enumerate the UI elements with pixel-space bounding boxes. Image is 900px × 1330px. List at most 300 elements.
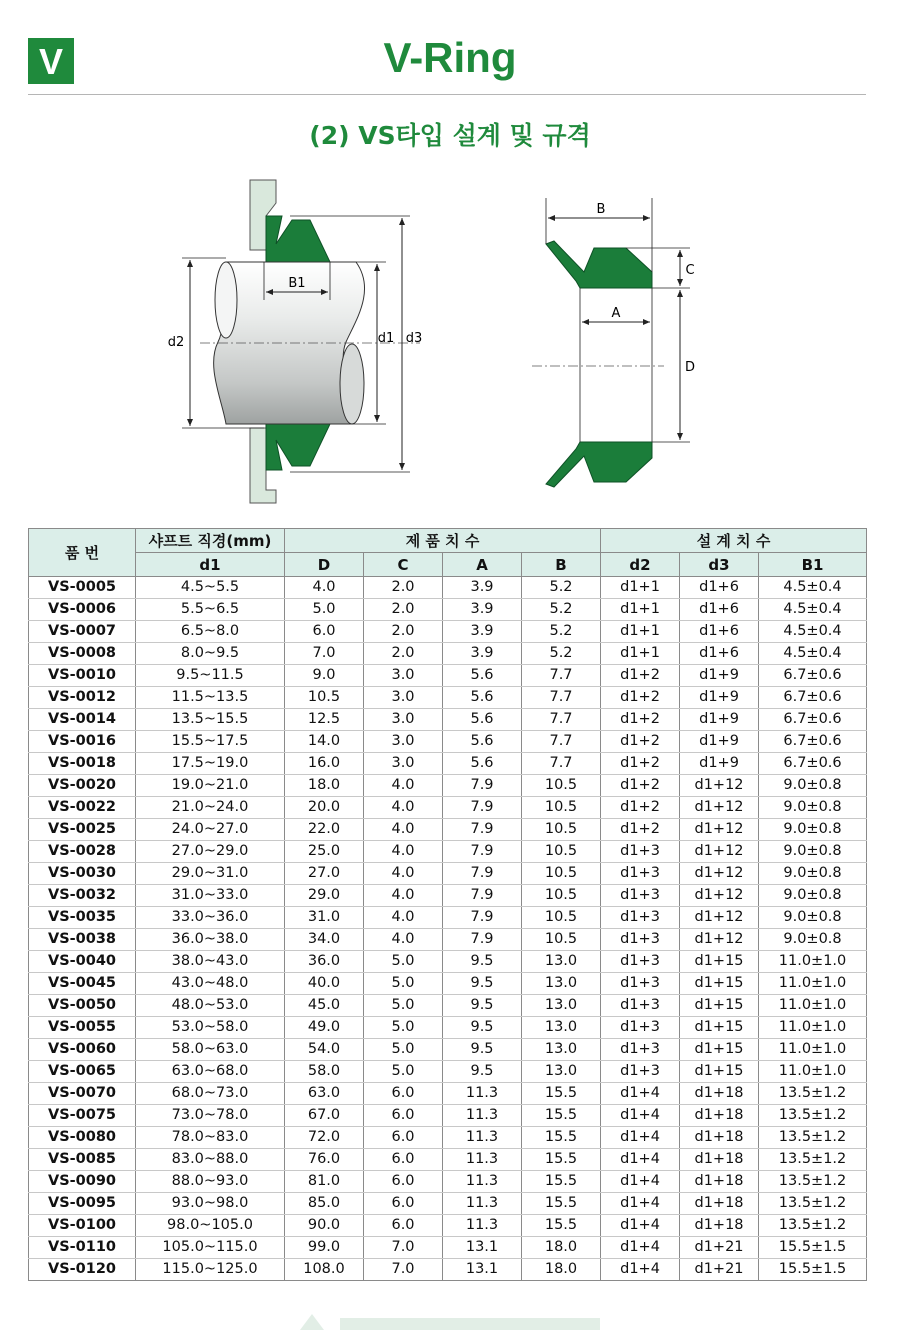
header-part-no: 품 번 <box>29 529 136 577</box>
cell-B1: 9.0±0.8 <box>759 907 867 929</box>
cell-D: 76.0 <box>285 1149 364 1171</box>
dim-label-d1: d1 <box>377 331 395 346</box>
cell-B1: 6.7±0.6 <box>759 687 867 709</box>
cell-B: 13.0 <box>522 951 601 973</box>
cell-C: 4.0 <box>364 907 443 929</box>
cell-C: 3.0 <box>364 665 443 687</box>
cell-C: 6.0 <box>364 1171 443 1193</box>
cell-D: 108.0 <box>285 1259 364 1281</box>
cell-d2: d1+3 <box>601 951 680 973</box>
cell-d1: 9.5~11.5 <box>136 665 285 687</box>
cell-part-no: VS-0028 <box>29 841 136 863</box>
header-design-dims: 설 계 치 수 <box>601 529 867 553</box>
cell-d2: d1+2 <box>601 709 680 731</box>
table-row <box>29 1083 867 1105</box>
cell-B1: 9.0±0.8 <box>759 819 867 841</box>
cell-C: 5.0 <box>364 973 443 995</box>
cell-d3: d1+12 <box>680 841 759 863</box>
cell-A: 9.5 <box>443 1039 522 1061</box>
cell-part-no: VS-0025 <box>29 819 136 841</box>
cell-d1: 48.0~53.0 <box>136 995 285 1017</box>
cell-d3: d1+18 <box>680 1149 759 1171</box>
cell-d1: 24.0~27.0 <box>136 819 285 841</box>
cell-B: 15.5 <box>522 1083 601 1105</box>
cell-C: 5.0 <box>364 1017 443 1039</box>
cell-A: 13.1 <box>443 1237 522 1259</box>
cell-B: 7.7 <box>522 665 601 687</box>
cell-part-no: VS-0075 <box>29 1105 136 1127</box>
cell-d1: 68.0~73.0 <box>136 1083 285 1105</box>
cell-D: 9.0 <box>285 665 364 687</box>
v-ring-diagram <box>0 170 900 510</box>
cell-d1: 78.0~83.0 <box>136 1127 285 1149</box>
cell-C: 5.0 <box>364 1039 443 1061</box>
cell-B1: 6.7±0.6 <box>759 731 867 753</box>
cell-C: 3.0 <box>364 753 443 775</box>
cell-D: 58.0 <box>285 1061 364 1083</box>
cell-B1: 9.0±0.8 <box>759 863 867 885</box>
cell-d2: d1+3 <box>601 863 680 885</box>
seal-bottom <box>266 424 330 470</box>
cell-d2: d1+3 <box>601 885 680 907</box>
cell-d3: d1+21 <box>680 1259 759 1281</box>
cell-d3: d1+12 <box>680 929 759 951</box>
cell-B1: 15.5±1.5 <box>759 1259 867 1281</box>
cell-C: 5.0 <box>364 1061 443 1083</box>
cell-d1: 27.0~29.0 <box>136 841 285 863</box>
cell-A: 11.3 <box>443 1083 522 1105</box>
cell-part-no: VS-0020 <box>29 775 136 797</box>
col-header-D: D <box>285 553 364 577</box>
cell-A: 9.5 <box>443 995 522 1017</box>
cell-D: 72.0 <box>285 1127 364 1149</box>
cell-d3: d1+15 <box>680 951 759 973</box>
cell-A: 7.9 <box>443 907 522 929</box>
table-row <box>29 1127 867 1149</box>
cell-C: 2.0 <box>364 643 443 665</box>
cell-B: 13.0 <box>522 995 601 1017</box>
table-row <box>29 643 867 665</box>
cell-d1: 53.0~58.0 <box>136 1017 285 1039</box>
table-row <box>29 1171 867 1193</box>
cell-D: 81.0 <box>285 1171 364 1193</box>
cell-part-no: VS-0060 <box>29 1039 136 1061</box>
cell-part-no: VS-0120 <box>29 1259 136 1281</box>
cell-B1: 15.5±1.5 <box>759 1237 867 1259</box>
cell-d1: 29.0~31.0 <box>136 863 285 885</box>
cell-d1: 36.0~38.0 <box>136 929 285 951</box>
cell-d2: d1+4 <box>601 1127 680 1149</box>
cell-d3: d1+18 <box>680 1171 759 1193</box>
cell-d2: d1+1 <box>601 577 680 599</box>
table-row <box>29 687 867 709</box>
cell-part-no: VS-0065 <box>29 1061 136 1083</box>
cell-d3: d1+12 <box>680 907 759 929</box>
cell-d3: d1+9 <box>680 753 759 775</box>
cell-B: 15.5 <box>522 1193 601 1215</box>
cell-part-no: VS-0006 <box>29 599 136 621</box>
cell-part-no: VS-0008 <box>29 643 136 665</box>
cell-d1: 21.0~24.0 <box>136 797 285 819</box>
cell-d2: d1+1 <box>601 621 680 643</box>
cell-D: 20.0 <box>285 797 364 819</box>
cell-part-no: VS-0016 <box>29 731 136 753</box>
cell-A: 7.9 <box>443 819 522 841</box>
cell-B: 5.2 <box>522 621 601 643</box>
cell-d2: d1+4 <box>601 1083 680 1105</box>
cell-A: 7.9 <box>443 929 522 951</box>
cell-C: 6.0 <box>364 1215 443 1237</box>
cell-B: 15.5 <box>522 1149 601 1171</box>
table-row <box>29 665 867 687</box>
cell-D: 29.0 <box>285 885 364 907</box>
cell-d1: 4.5~5.5 <box>136 577 285 599</box>
cell-d3: d1+15 <box>680 973 759 995</box>
cell-d1: 19.0~21.0 <box>136 775 285 797</box>
cell-A: 13.1 <box>443 1259 522 1281</box>
cell-d3: d1+12 <box>680 863 759 885</box>
table-row <box>29 1259 867 1281</box>
cell-B1: 4.5±0.4 <box>759 599 867 621</box>
cell-A: 11.3 <box>443 1215 522 1237</box>
table-group-header-row <box>29 529 867 553</box>
cell-B: 10.5 <box>522 885 601 907</box>
cell-B1: 11.0±1.0 <box>759 1039 867 1061</box>
cell-A: 7.9 <box>443 841 522 863</box>
cell-d1: 58.0~63.0 <box>136 1039 285 1061</box>
watermark <box>280 1312 620 1330</box>
cell-d1: 33.0~36.0 <box>136 907 285 929</box>
cell-C: 4.0 <box>364 841 443 863</box>
cell-part-no: VS-0018 <box>29 753 136 775</box>
cell-C: 5.0 <box>364 995 443 1017</box>
cell-d2: d1+3 <box>601 1017 680 1039</box>
table-row <box>29 841 867 863</box>
table-row <box>29 1193 867 1215</box>
cell-A: 7.9 <box>443 797 522 819</box>
cell-A: 9.5 <box>443 951 522 973</box>
cell-part-no: VS-0050 <box>29 995 136 1017</box>
cell-B: 10.5 <box>522 863 601 885</box>
cell-C: 4.0 <box>364 797 443 819</box>
header-shaft-dia: 샤프트 직경(mm) <box>136 529 285 553</box>
cell-part-no: VS-0012 <box>29 687 136 709</box>
cell-B1: 11.0±1.0 <box>759 1017 867 1039</box>
cell-B1: 13.5±1.2 <box>759 1127 867 1149</box>
cell-d2: d1+2 <box>601 797 680 819</box>
cell-C: 3.0 <box>364 709 443 731</box>
cell-d3: d1+21 <box>680 1237 759 1259</box>
cell-B: 5.2 <box>522 577 601 599</box>
cell-d3: d1+6 <box>680 621 759 643</box>
shaft-end-right <box>340 344 364 424</box>
cell-d3: d1+9 <box>680 731 759 753</box>
table-row <box>29 731 867 753</box>
cell-A: 9.5 <box>443 1017 522 1039</box>
cell-D: 34.0 <box>285 929 364 951</box>
table-row <box>29 709 867 731</box>
col-header-d3: d3 <box>680 553 759 577</box>
title-divider <box>28 94 866 95</box>
col-header-B: B <box>522 553 601 577</box>
cell-d3: d1+6 <box>680 599 759 621</box>
cell-A: 3.9 <box>443 599 522 621</box>
spec-table <box>28 528 867 1281</box>
cell-C: 5.0 <box>364 951 443 973</box>
cell-C: 6.0 <box>364 1105 443 1127</box>
cell-B1: 9.0±0.8 <box>759 797 867 819</box>
cell-d3: d1+6 <box>680 577 759 599</box>
cell-d2: d1+4 <box>601 1193 680 1215</box>
cell-d1: 98.0~105.0 <box>136 1215 285 1237</box>
col-header-B1: B1 <box>759 553 867 577</box>
cell-part-no: VS-0030 <box>29 863 136 885</box>
cell-part-no: VS-0014 <box>29 709 136 731</box>
cell-d2: d1+4 <box>601 1259 680 1281</box>
cell-d3: d1+12 <box>680 775 759 797</box>
cell-part-no: VS-0010 <box>29 665 136 687</box>
table-body <box>29 577 867 1281</box>
cell-D: 18.0 <box>285 775 364 797</box>
cell-D: 16.0 <box>285 753 364 775</box>
cell-A: 11.3 <box>443 1149 522 1171</box>
table-row <box>29 995 867 1017</box>
cell-d3: d1+9 <box>680 709 759 731</box>
table-row <box>29 1039 867 1061</box>
table-row <box>29 1237 867 1259</box>
cell-B1: 6.7±0.6 <box>759 709 867 731</box>
cell-D: 7.0 <box>285 643 364 665</box>
table-row <box>29 797 867 819</box>
cell-d3: d1+9 <box>680 665 759 687</box>
cell-d3: d1+18 <box>680 1105 759 1127</box>
cell-d2: d1+4 <box>601 1215 680 1237</box>
cell-d3: d1+18 <box>680 1193 759 1215</box>
cell-d3: d1+12 <box>680 819 759 841</box>
cell-d2: d1+3 <box>601 995 680 1017</box>
dim-label-d3: d3 <box>405 331 423 346</box>
cell-D: 36.0 <box>285 951 364 973</box>
table-row <box>29 1061 867 1083</box>
cell-part-no: VS-0090 <box>29 1171 136 1193</box>
cell-D: 40.0 <box>285 973 364 995</box>
cell-d2: d1+2 <box>601 731 680 753</box>
cell-d2: d1+2 <box>601 687 680 709</box>
cell-B: 13.0 <box>522 1017 601 1039</box>
logo-letter: V <box>38 41 63 82</box>
cell-d3: d1+12 <box>680 885 759 907</box>
section-title: (2) VS타입 설계 및 규격 <box>309 121 591 150</box>
col-header-d2: d2 <box>601 553 680 577</box>
cell-D: 5.0 <box>285 599 364 621</box>
cell-B1: 9.0±0.8 <box>759 775 867 797</box>
cell-d2: d1+3 <box>601 973 680 995</box>
cell-D: 27.0 <box>285 863 364 885</box>
cell-B1: 9.0±0.8 <box>759 929 867 951</box>
cell-d1: 88.0~93.0 <box>136 1171 285 1193</box>
cell-A: 9.5 <box>443 973 522 995</box>
dim-label-b1: B1 <box>288 276 306 291</box>
cell-C: 4.0 <box>364 885 443 907</box>
cell-part-no: VS-0055 <box>29 1017 136 1039</box>
cell-D: 22.0 <box>285 819 364 841</box>
cell-D: 10.5 <box>285 687 364 709</box>
cell-D: 14.0 <box>285 731 364 753</box>
cell-C: 4.0 <box>364 775 443 797</box>
cell-B: 7.7 <box>522 687 601 709</box>
cell-A: 7.9 <box>443 775 522 797</box>
table-row <box>29 1105 867 1127</box>
cell-B1: 11.0±1.0 <box>759 973 867 995</box>
cell-B: 10.5 <box>522 819 601 841</box>
cell-d2: d1+2 <box>601 665 680 687</box>
installation-view <box>168 180 423 503</box>
cell-B: 7.7 <box>522 731 601 753</box>
cell-d1: 63.0~68.0 <box>136 1061 285 1083</box>
cell-d3: d1+6 <box>680 643 759 665</box>
cell-C: 3.0 <box>364 731 443 753</box>
dim-label-d: D <box>684 360 696 375</box>
col-header-A: A <box>443 553 522 577</box>
cell-C: 7.0 <box>364 1259 443 1281</box>
cell-C: 6.0 <box>364 1149 443 1171</box>
cell-C: 2.0 <box>364 577 443 599</box>
table-row <box>29 599 867 621</box>
cell-part-no: VS-0070 <box>29 1083 136 1105</box>
cell-d2: d1+2 <box>601 775 680 797</box>
cell-B1: 6.7±0.6 <box>759 753 867 775</box>
cell-B1: 6.7±0.6 <box>759 665 867 687</box>
cell-B1: 13.5±1.2 <box>759 1149 867 1171</box>
cell-C: 6.0 <box>364 1083 443 1105</box>
cell-A: 5.6 <box>443 731 522 753</box>
cell-d1: 11.5~13.5 <box>136 687 285 709</box>
cell-part-no: VS-0095 <box>29 1193 136 1215</box>
cell-d3: d1+18 <box>680 1215 759 1237</box>
cell-d1: 15.5~17.5 <box>136 731 285 753</box>
cell-A: 5.6 <box>443 709 522 731</box>
table-row <box>29 951 867 973</box>
cell-A: 7.9 <box>443 885 522 907</box>
cell-B: 18.0 <box>522 1237 601 1259</box>
cell-B1: 11.0±1.0 <box>759 951 867 973</box>
page-title: V-Ring <box>383 34 517 81</box>
cell-d2: d1+3 <box>601 1061 680 1083</box>
shaft-end-left <box>215 262 237 338</box>
cell-d1: 13.5~15.5 <box>136 709 285 731</box>
cell-d2: d1+4 <box>601 1237 680 1259</box>
cell-A: 5.6 <box>443 687 522 709</box>
cell-part-no: VS-0005 <box>29 577 136 599</box>
col-header-C: C <box>364 553 443 577</box>
cell-A: 3.9 <box>443 621 522 643</box>
cell-C: 2.0 <box>364 599 443 621</box>
cell-D: 63.0 <box>285 1083 364 1105</box>
cell-C: 4.0 <box>364 819 443 841</box>
cell-C: 4.0 <box>364 929 443 951</box>
cell-B1: 4.5±0.4 <box>759 577 867 599</box>
cell-B: 5.2 <box>522 643 601 665</box>
cell-B1: 11.0±1.0 <box>759 995 867 1017</box>
profile-view <box>532 198 695 487</box>
cell-C: 3.0 <box>364 687 443 709</box>
cell-B: 13.0 <box>522 1061 601 1083</box>
cell-B: 10.5 <box>522 929 601 951</box>
cell-B: 15.5 <box>522 1105 601 1127</box>
cell-d2: d1+3 <box>601 929 680 951</box>
cell-d1: 93.0~98.0 <box>136 1193 285 1215</box>
cell-d1: 31.0~33.0 <box>136 885 285 907</box>
table-row <box>29 819 867 841</box>
cell-C: 6.0 <box>364 1127 443 1149</box>
cell-d2: d1+3 <box>601 841 680 863</box>
cell-d1: 38.0~43.0 <box>136 951 285 973</box>
table-row <box>29 1215 867 1237</box>
cell-d2: d1+4 <box>601 1171 680 1193</box>
cell-d2: d1+3 <box>601 1039 680 1061</box>
cell-A: 7.9 <box>443 863 522 885</box>
cell-d3: d1+15 <box>680 1061 759 1083</box>
cell-C: 7.0 <box>364 1237 443 1259</box>
cell-A: 11.3 <box>443 1105 522 1127</box>
cell-d1: 17.5~19.0 <box>136 753 285 775</box>
cell-part-no: VS-0085 <box>29 1149 136 1171</box>
cell-d2: d1+1 <box>601 643 680 665</box>
cell-part-no: VS-0110 <box>29 1237 136 1259</box>
cell-B: 10.5 <box>522 907 601 929</box>
cell-part-no: VS-0032 <box>29 885 136 907</box>
cell-d1: 8.0~9.5 <box>136 643 285 665</box>
cell-d1: 6.5~8.0 <box>136 621 285 643</box>
cell-d2: d1+4 <box>601 1105 680 1127</box>
cell-d1: 73.0~78.0 <box>136 1105 285 1127</box>
cell-B1: 13.5±1.2 <box>759 1215 867 1237</box>
dim-label-d2: d2 <box>167 335 185 350</box>
cell-B1: 13.5±1.2 <box>759 1105 867 1127</box>
cell-B1: 4.5±0.4 <box>759 643 867 665</box>
cell-D: 31.0 <box>285 907 364 929</box>
cell-D: 90.0 <box>285 1215 364 1237</box>
cell-part-no: VS-0035 <box>29 907 136 929</box>
cell-B: 15.5 <box>522 1215 601 1237</box>
table-row <box>29 863 867 885</box>
table-row <box>29 577 867 599</box>
cell-part-no: VS-0022 <box>29 797 136 819</box>
table-column-header-row <box>29 553 867 577</box>
table-row <box>29 753 867 775</box>
cell-D: 67.0 <box>285 1105 364 1127</box>
cell-D: 54.0 <box>285 1039 364 1061</box>
table-row <box>29 1149 867 1171</box>
cell-d3: d1+9 <box>680 687 759 709</box>
cell-d1: 83.0~88.0 <box>136 1149 285 1171</box>
cell-part-no: VS-0045 <box>29 973 136 995</box>
cell-B: 15.5 <box>522 1171 601 1193</box>
cell-B1: 11.0±1.0 <box>759 1061 867 1083</box>
table-row <box>29 885 867 907</box>
cell-C: 2.0 <box>364 621 443 643</box>
cell-B: 5.2 <box>522 599 601 621</box>
cell-D: 99.0 <box>285 1237 364 1259</box>
cell-B1: 9.0±0.8 <box>759 885 867 907</box>
cell-D: 4.0 <box>285 577 364 599</box>
cell-d1: 43.0~48.0 <box>136 973 285 995</box>
cell-d3: d1+15 <box>680 1017 759 1039</box>
cell-part-no: VS-0080 <box>29 1127 136 1149</box>
cell-d2: d1+3 <box>601 907 680 929</box>
table-row <box>29 1017 867 1039</box>
cell-A: 11.3 <box>443 1193 522 1215</box>
